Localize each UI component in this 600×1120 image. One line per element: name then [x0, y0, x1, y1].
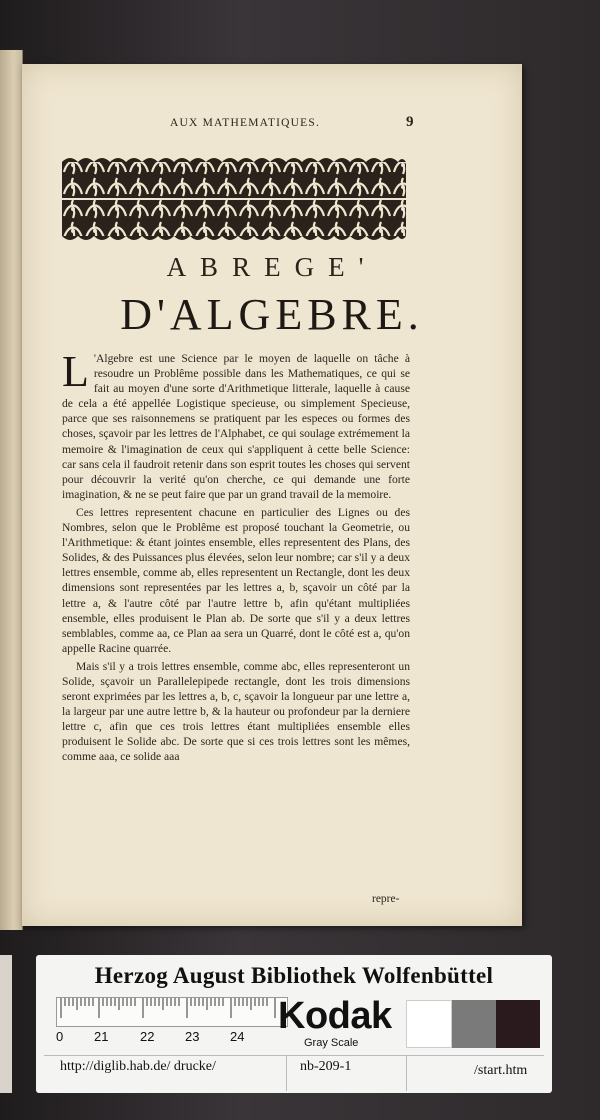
book-page [22, 64, 522, 926]
body-text [62, 347, 410, 768]
page-number: 9 [406, 114, 414, 130]
gray-scale-swatches [406, 1000, 540, 1048]
shelfmark: nb-209-1 [300, 1059, 352, 1074]
title-line-1: ABREGE' [166, 252, 378, 282]
headpiece-ornament [62, 154, 406, 244]
swatch-black [496, 1000, 540, 1048]
ruler-number-24: 24 [230, 1029, 245, 1044]
paragraph-3: Mais s'il y a trois lettres ensemble, comme abc, elles representeront un Solide, sçavoir un Parallelepipede rectangle, dont les trois dimensions seront exprimées par les lettres a, b, c, sçavoir la longueur par une lettre a, la largeur par une autre lettre b, & la hauteur ou profondeur par la derniere lettre c, afin que ces trois lettres étant multipliées ensemble elles produisent le Solide abc. De sorte que si ces trois lettres sont les mêmes, comme aaa, ce solide aaa [62, 659, 410, 764]
paragraph-1-text: 'Algebre est une Science par le moyen de laquelle on tâche à resoudre un Problême possible dans les Mathematiques, ce qui se fait au moyen d'une sorte d'Arithmetique litterale, laquelle à cause de cela a été appellée Logistique specieuse, ou simplement Specieuse, parce que ses raisonnemens se pratiquent par les especes ou formes des choses, sçavoir par les lettres de l'Alphabet, ce qui soulage extrémement la memoire & l'imagination de ceux qui s'appliquent à cette belle Science: car sans cela il faudroit retenir dans son esprit toutes les choses qui servent pour découvrir la verité qu'on cherche, ce qui demande une forte imagination, & ne se peut faire que par un grand travail de la memoire. [62, 352, 410, 501]
card-divider [44, 1055, 544, 1056]
card-stub [0, 955, 12, 1093]
ruler-number-23: 23 [185, 1029, 200, 1044]
swatch-white [406, 1000, 452, 1048]
measuring-ruler [56, 997, 288, 1027]
url-base: http://diglib.hab.de/ drucke/ [60, 1059, 216, 1074]
kodak-logo: Kodak [278, 995, 392, 1037]
ruler-number-21: 21 [94, 1029, 109, 1044]
running-head: AUX MATHEMATIQUES. [170, 117, 321, 129]
color-target-card [36, 955, 552, 1093]
paragraph-2: Ces lettres representent chacune en particulier des Lignes ou des Nombres, selon que le Problême est proposé touchant la Geometrie, ou l'Arithmetique: & étant jointes ensemble, elles representent des Plans, des Solides, & des Puissances plus élevées, selon leur nombre; car s'il y a deux lettres ensemble, comme ab, elles representent un Rectangle, dont les deux dimensions sont representées par les lettres a, b, sçavoir un côté par la lettre a, & l'autre côté par l'autre lettre b, afin qu'étant multipliées ensemble, elles produisent le Plan ab. De sorte que s'il y a deux lettres semblables, comme aa, ce Plan aa sera un Quarré, dont le côté est a, qu'on appelle Racine quarrée. [62, 505, 410, 655]
title-line-2: D'ALGEBRE. [120, 290, 424, 339]
card-vdivider-2 [406, 1055, 407, 1091]
ruler-number-0: 0 [56, 1029, 64, 1044]
catchword: repre- [372, 893, 400, 905]
paragraph-1 [62, 347, 410, 502]
gray-scale-label: Gray Scale [304, 1037, 359, 1049]
library-name: Herzog August Bibliothek Wolfenbüttel [94, 963, 494, 988]
ruler-number-22: 22 [140, 1029, 155, 1044]
card-vdivider-1 [286, 1055, 287, 1091]
facing-page-edge [0, 50, 23, 930]
drop-cap: L [62, 347, 89, 396]
swatch-gray [452, 1000, 496, 1048]
url-suffix: /start.htm [474, 1063, 528, 1078]
